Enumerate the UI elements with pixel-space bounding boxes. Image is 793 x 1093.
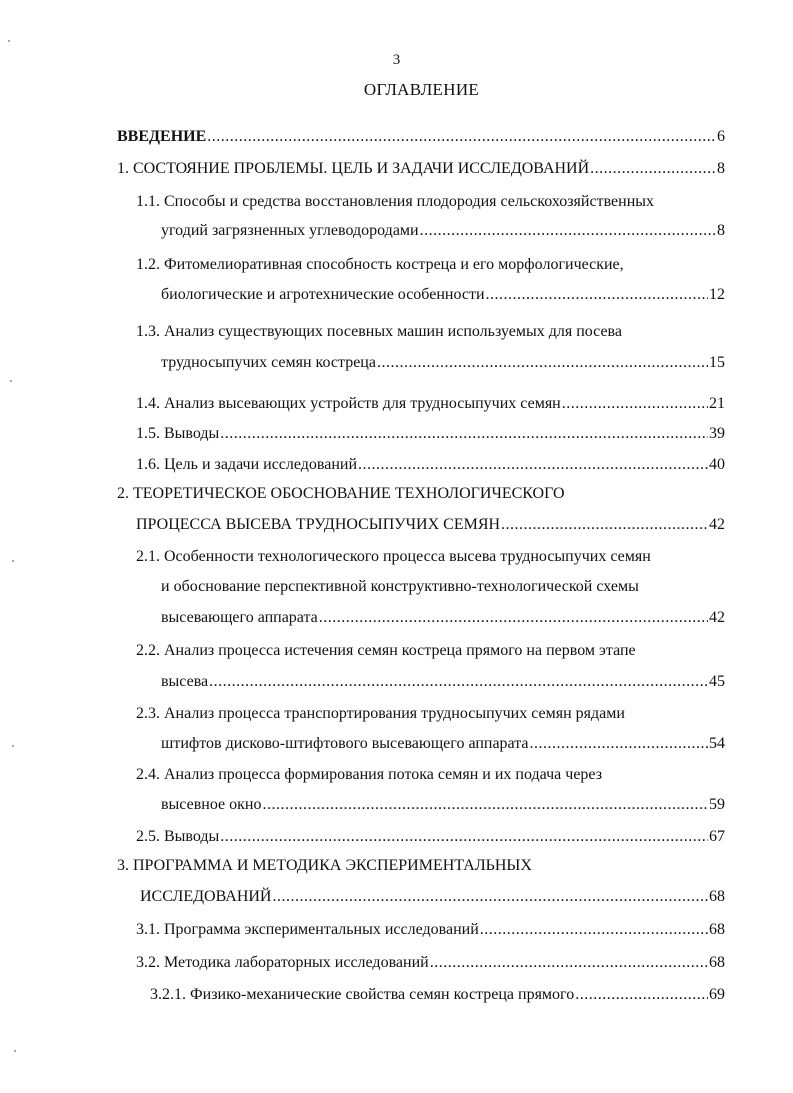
scan-speck [14,1050,16,1052]
toc-page-number: 68 [709,921,725,938]
toc-leader [272,887,708,907]
toc-entry-ch3 [140,887,725,907]
toc-entry-text: высева [161,673,209,690]
scan-speck [10,380,12,382]
toc-page-number: 67 [709,828,725,845]
toc-entry-s1-2 [161,285,725,305]
toc-leader [377,353,708,373]
toc-page-number: 8 [717,160,725,177]
page-number: 3 [392,52,401,68]
toc-entry-s1-2-line1: 1.2. Фитомелиоративная способность костреца и его морфологические, [136,256,624,273]
toc-entry-text: 3.2. Методика лабораторных исследований [136,954,429,971]
toc-entry-s1-1 [161,221,725,241]
toc-entry-s2-4 [161,795,725,815]
toc-page-number: 6 [717,128,725,145]
toc-entry-s1-6 [136,455,725,475]
toc-leader [486,285,708,305]
toc-leader [501,515,708,535]
toc-entry-text: 1.4. Анализ высевающих устройств для трудносыпучих семян [136,395,561,412]
toc-leader [430,953,708,973]
toc-entry-text: ВВЕДЕНИЕ [117,128,207,145]
toc-leader [262,795,708,815]
toc-page-number: 54 [709,735,725,752]
scan-speck [8,40,10,42]
toc-page-number: 42 [709,516,725,533]
toc-entry-s2-3 [161,734,725,754]
toc-leader [420,221,716,241]
toc-page-number: 45 [709,673,725,690]
toc-entry-ch2-line1: 2. ТЕОРЕТИЧЕСКОЕ ОБОСНОВАНИЕ ТЕХНОЛОГИЧЕСКОГО [117,485,565,502]
toc-entry-text: трудносыпучих семян костреца [161,354,376,371]
toc-entry-text: штифтов дисково-штифтового высевающего аппарата [161,735,529,752]
toc-entry-s2-4-line1: 2.4. Анализ процесса формирования потока семян и их подача через [136,766,603,783]
toc-leader [590,159,716,179]
toc-leader [220,827,708,847]
toc-entry-ch3-line1: 3. ПРОГРАММА И МЕТОДИКА ЭКСПЕРИМЕНТАЛЬНЫХ [117,857,532,874]
toc-leader [209,672,708,692]
toc-entry-s2-1-line1: 2.1. Особенности технологического процесса высева трудносыпучих семян [136,548,651,565]
toc-heading: ОГЛАВЛЕНИЕ [363,80,480,99]
toc-page-number: 15 [709,354,725,371]
toc-leader [562,394,708,414]
toc-leader [319,608,708,628]
toc-page-number: 8 [717,222,725,239]
toc-entry-text: угодий загрязненных углеводородами [161,222,419,239]
toc-leader [220,424,708,444]
toc-page-number: 68 [709,888,725,905]
toc-entry-text: высевное окно [161,796,262,813]
toc-page-number: 39 [709,425,725,442]
toc-leader [358,455,708,475]
scan-speck [12,745,14,747]
toc-entry-s2-3-line1: 2.3. Анализ процесса транспортирования трудносыпучих семян рядами [136,705,625,722]
toc-entry-s2-2 [161,672,725,692]
toc-page-number: 21 [709,395,725,412]
toc-entry-text: биологические и агротехнические особенности [161,286,485,303]
toc-page-number: 69 [709,986,725,1003]
toc-entry-text: ПРОЦЕССА ВЫСЕВА ТРУДНОСЫПУЧИХ СЕМЯН [136,516,501,533]
toc-page-number: 40 [709,456,725,473]
toc-leader [530,734,708,754]
toc-entry-s1-1-line1: 1.1. Способы и средства восстановления плодородия сельскохозяйственных [136,193,655,210]
toc-entry-intro [117,127,725,147]
toc-leader [575,985,708,1005]
toc-entry-s3-2-1 [150,985,725,1005]
scan-speck [12,560,14,562]
toc-page-number: 59 [709,796,725,813]
toc-entry-text: 1. СОСТОЯНИЕ ПРОБЛЕМЫ. ЦЕЛЬ И ЗАДАЧИ ИССЛЕДОВАНИЙ [117,160,590,177]
toc-page-number: 12 [709,286,725,303]
toc-leader [207,127,716,147]
toc-entry-s2-1-line2: и обоснование перспективной конструктивно-технологической схемы [161,578,639,595]
toc-entry-text: 2.5. Выводы [136,828,220,845]
toc-entry-s1-4 [136,394,725,414]
toc-entry-s2-5 [136,827,725,847]
toc-entry-s3-2 [136,953,725,973]
toc-entry-text: 1.6. Цель и задачи исследований [136,456,358,473]
toc-entry-text: ИССЛЕДОВАНИЙ [140,888,272,905]
toc-entry-text: 3.2.1. Физико-механические свойства семян костреца прямого [150,986,575,1003]
toc-entry-s3-1 [136,920,725,940]
toc-page-number: 42 [709,609,725,626]
toc-entry-text: высевающего аппарата [161,609,318,626]
toc-entry-ch1 [117,159,725,179]
toc-entry-s1-3-line1: 1.3. Анализ существующих посевных машин используемых для посева [136,323,622,340]
toc-entry-s2-1 [161,608,725,628]
toc-entry-ch2 [136,515,725,535]
toc-leader [480,920,708,940]
toc-page-number: 68 [709,954,725,971]
toc-entry-s2-2-line1: 2.2. Анализ процесса истечения семян костреца прямого на первом этапе [136,642,636,659]
toc-entry-s1-5 [136,424,725,444]
toc-entry-text: 1.5. Выводы [136,425,220,442]
toc-entry-s1-3 [161,353,725,373]
toc-entry-text: 3.1. Программа экспериментальных исследований [136,921,479,938]
